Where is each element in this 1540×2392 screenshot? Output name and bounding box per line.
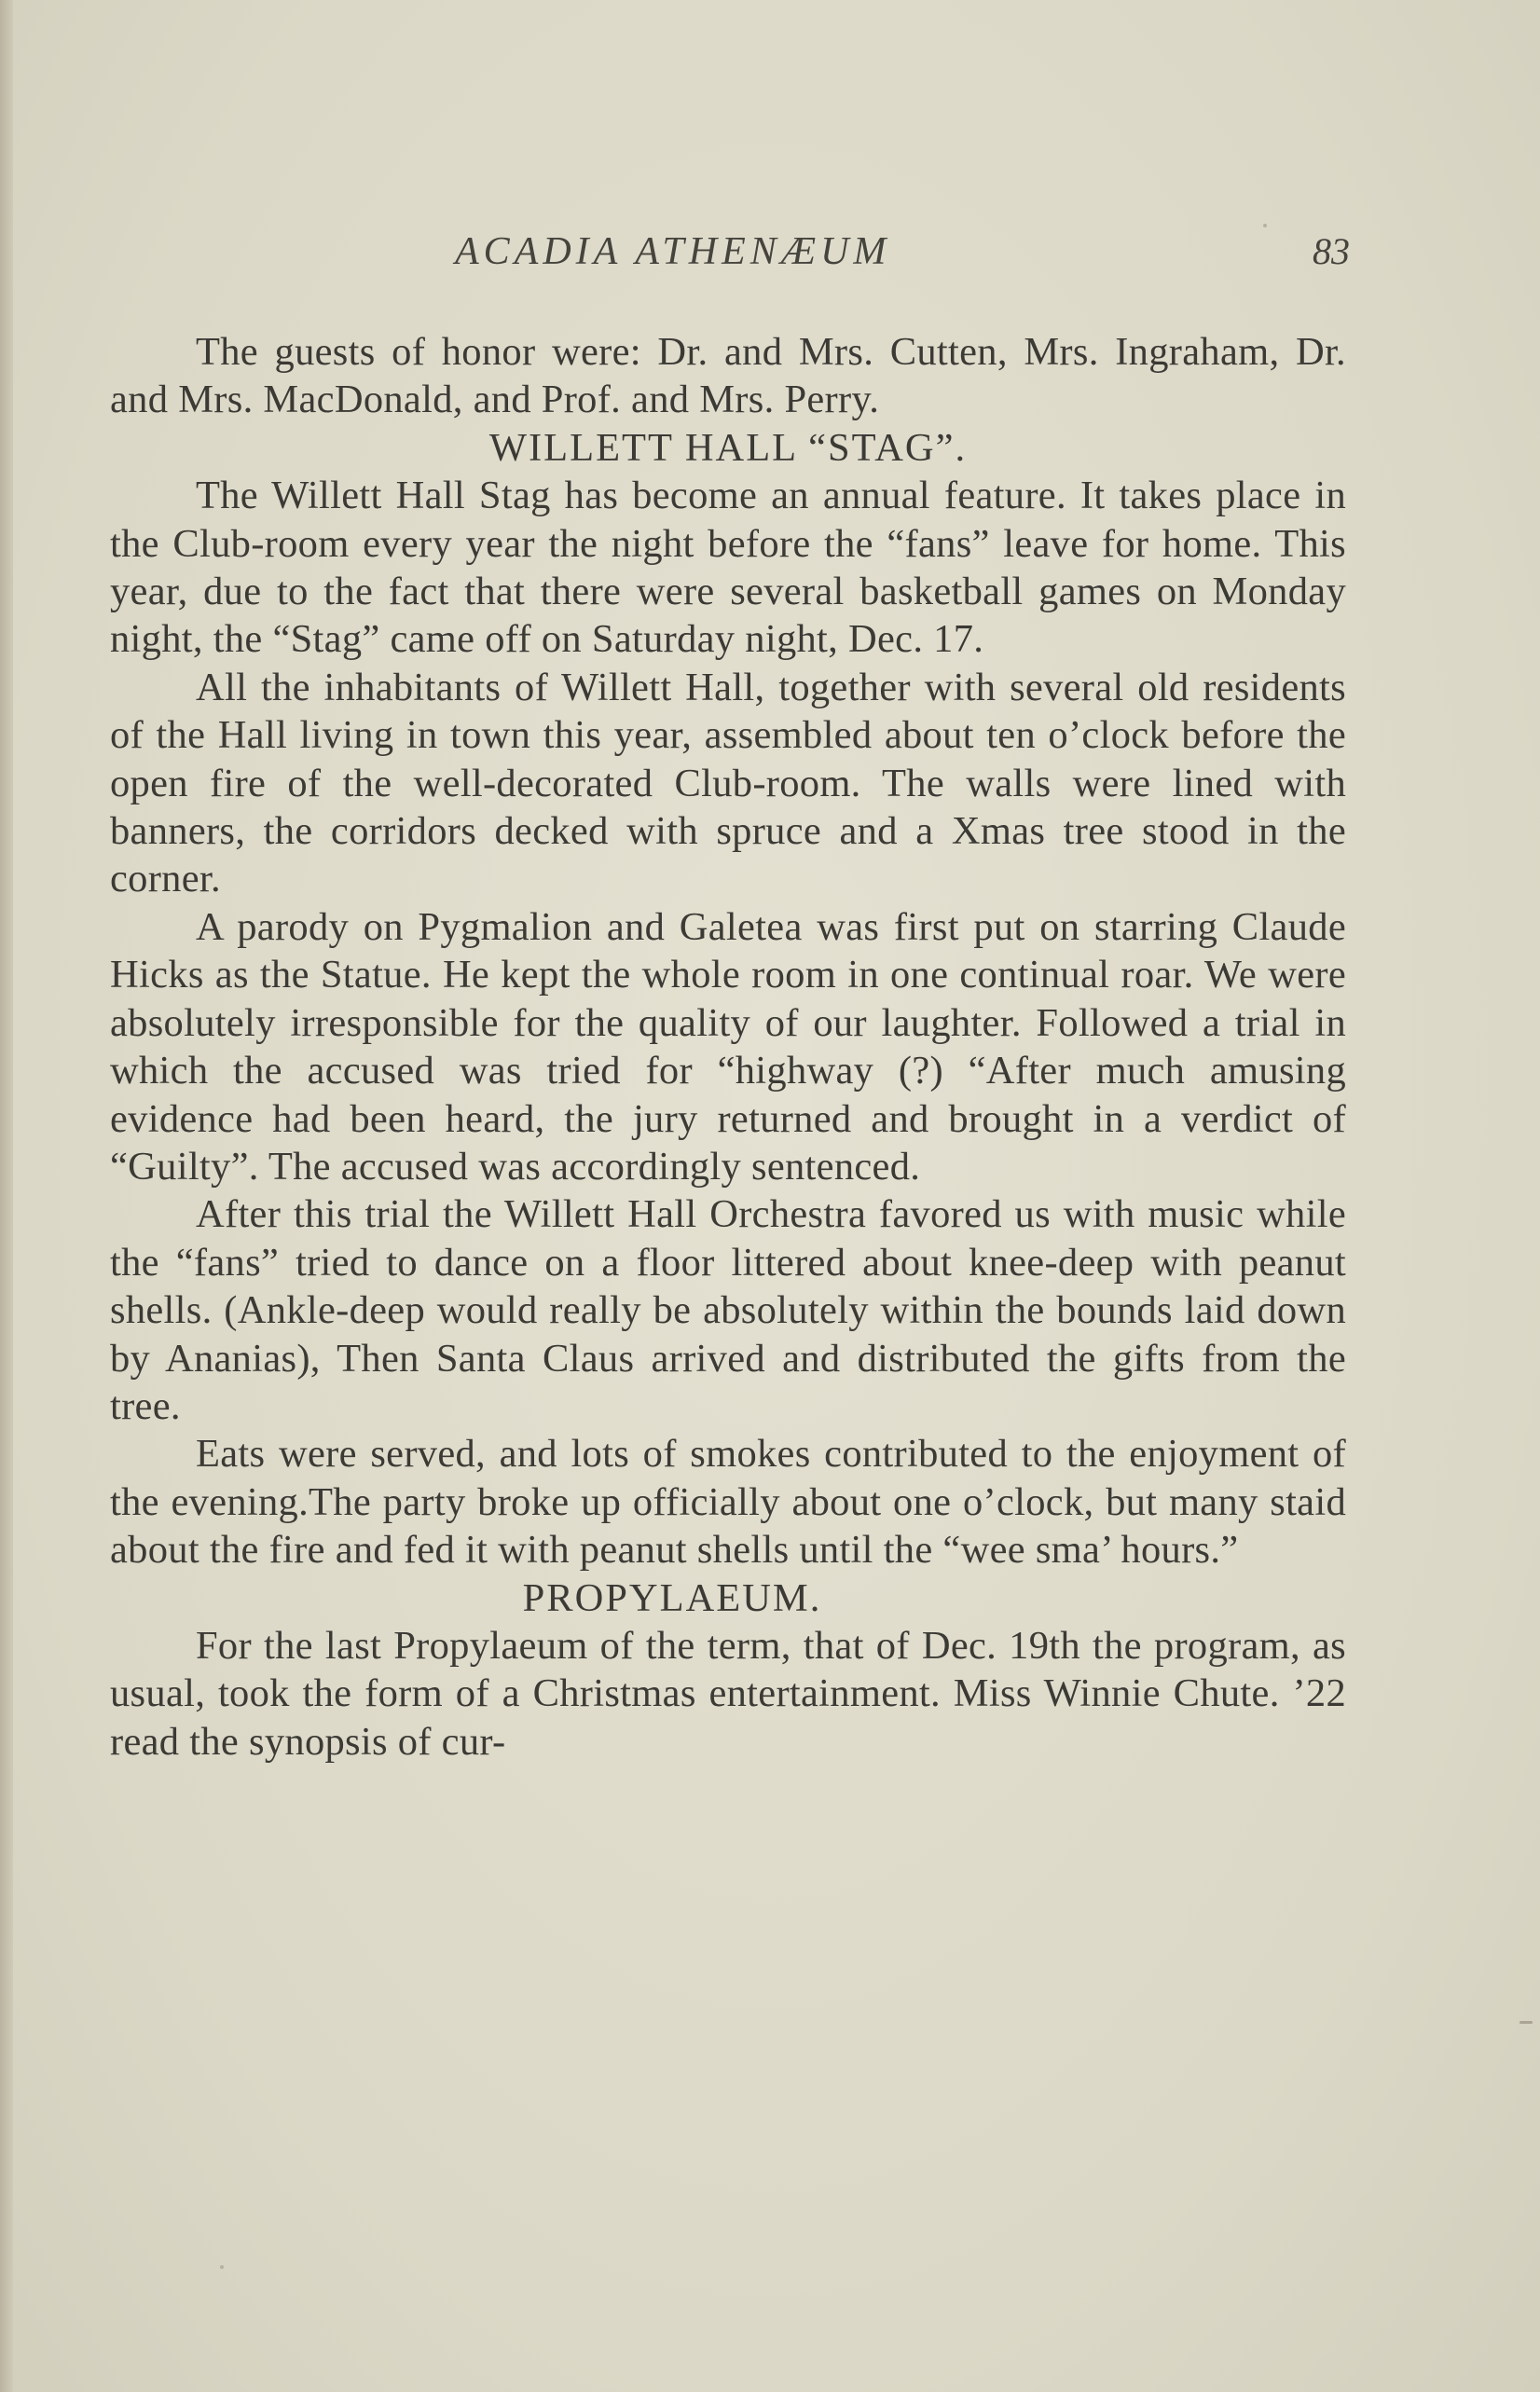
running-head xyxy=(110,229,1350,285)
paragraph-eats: Eats were served, and lots of smokes contributed to the enjoyment of the evening.The party broke up officially about one o’clock, but many staid about the fire and fed it with peanut shells until the “wee sma’ hours.” xyxy=(110,1432,1346,1573)
paragraph-inhabitants: All the inhabitants of Willett Hall, together with several old residents of the Hall living in town this year, assembled about ten o’clock before the open fire of the well-decorated Club-room. The walls were lined with banners, the corridors decked with spruce and a Xmas tree stood in the corner. xyxy=(110,665,1346,901)
article-body xyxy=(110,328,1346,1766)
paragraph-propylaeum: For the last Propylaeum of the term, that of Dec. 19th the program, as usual, took the form of a Christmas entertainment. Miss Winnie Chute. ’22 read the synopsis of cur- xyxy=(110,1623,1346,1764)
paper-speck xyxy=(1263,224,1267,227)
paragraph-guests: The guests of honor were: Dr. and Mrs. Cutten, Mrs. Ingraham, Dr. and Mrs. MacDonald, and Prof. and Mrs. Perry. xyxy=(110,330,1346,422)
section-heading-propylaeum: PROPYLAEUM. xyxy=(522,1575,822,1620)
page-number: 83 xyxy=(1313,230,1350,272)
journal-title: ACADIA ATHENÆUM xyxy=(455,230,891,273)
paper-speck xyxy=(1519,2021,1533,2024)
page-binding-edge xyxy=(0,0,13,2392)
paragraph-orchestra: After this trial the Willett Hall Orchestra favored us with music while the “fans” tried to dance on a floor littered about knee-deep with peanut shells. (Ankle-deep would really be absolutely within the bounds laid down by Ananias), Then Santa Claus arrived and distributed the gifts from the tree. xyxy=(110,1192,1346,1428)
paragraph-stag-intro: The Willett Hall Stag has become an annual feature. It takes place in the Club-room every year the night before the “fans” leave for home. This year, due to the fact that there were several basketball games on Monday night, the “Stag” came off on Saturday night, Dec. 17. xyxy=(110,474,1346,662)
paragraph-parody: A parody on Pygmalion and Galetea was first put on starring Claude Hicks as the Statue. He kept the whole room in one continual roar. We were absolutely irresponsible for the quality of our laughter. Followed a trial in which the accused was tried for “highway (?) “After much amusing evidence had been heard, the jury returned and brought in a verdict of “Guilty”. The accused was accordingly sentenced. xyxy=(110,904,1346,1189)
paper-speck xyxy=(220,2265,224,2269)
section-heading-willett-hall-stag: WILLETT HALL “STAG”. xyxy=(488,425,968,470)
